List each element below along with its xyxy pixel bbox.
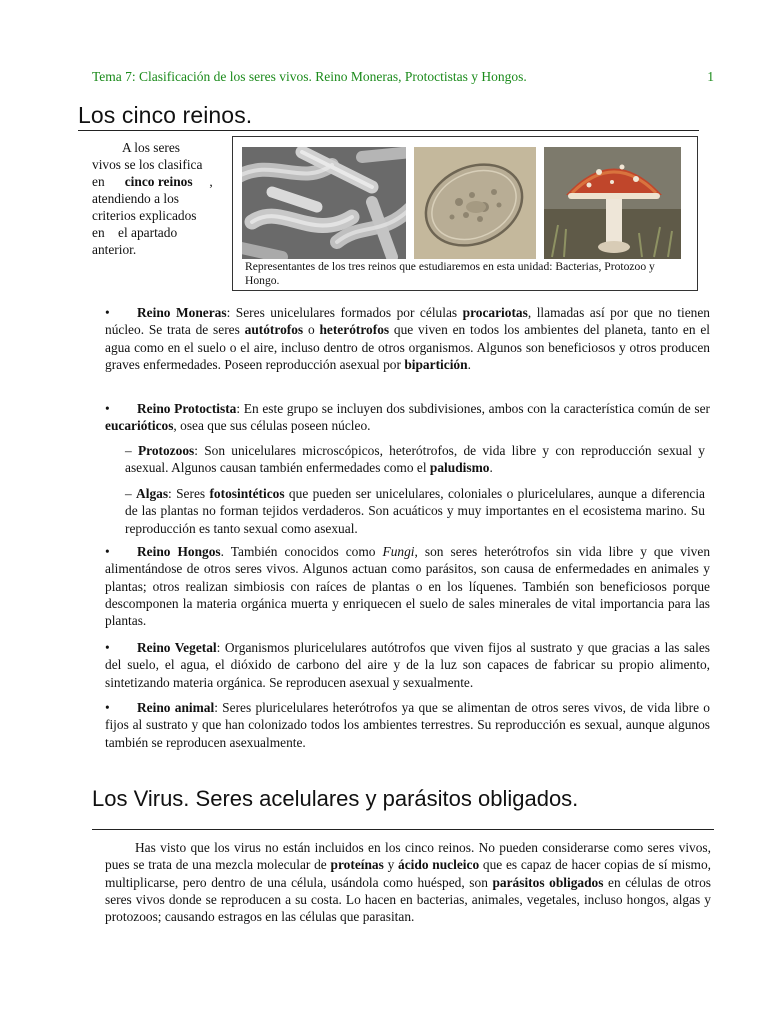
figure-box bbox=[232, 136, 698, 291]
section-heading-virus: Los Virus. Seres acelulares y parásitos obligados. bbox=[92, 786, 579, 811]
kingdom-vegetal: • Reino Vegetal: Organismos pluricelulares autótrofos que viven fijos al sustrato y que gracias a las sales del suelo, el agua, el dióxido de carbono del aire y de la luz son capaces de fabricar su propio alimento, sintetizando materia orgánica. Se reproducen asexual y sexualmente. bbox=[105, 640, 711, 690]
bullet: • bbox=[105, 544, 110, 559]
page-header bbox=[92, 69, 714, 87]
kingdom-protoctista: • Reino Protoctista: En este grupo se incluyen dos subdivisiones, ambos con la característica común de ser eucarióticos, osea que sus células poseen núcleo. bbox=[105, 401, 711, 434]
bullet: • bbox=[105, 305, 110, 320]
kingdom-animal: • Reino animal: Seres pluricelulares heterótrofos ya que se alimentan de otros seres vivos, de vida libre o fijos al sustrato y que han colonizado todos los ambientes terrestres. Su reproducción es sexual, aunque algunos también se reproducen asexualmente. bbox=[105, 700, 710, 750]
bullet: • bbox=[105, 401, 110, 416]
subdivision-protozoos: – Protozoos: Son unicelulares microscópicos, heterótrofos, de vida libre y con reproducción sexual y asexual. Algunos causan también enfermedades como el paludismo. bbox=[125, 443, 705, 476]
subdivision-algas: – Algas: Seres fotosintéticos que pueden ser unicelulares, coloniales o pluricelulares, aunque a diferencia de las plantas no forman tejidos verdaderos. Son acuáticos y muy importantes en el ecosistema marino. Su reproducción es tanto sexual como asexual. bbox=[125, 486, 706, 536]
bacteria-photo bbox=[242, 147, 406, 259]
kingdom-moneras: • Reino Moneras: Seres unicelulares formados por células procariotas, llamadas así por que no tienen núcleo. Se trata de seres autótrofos o heterótrofos que viven en todos los ambientes del planeta, tanto en el agua como en el suelo o el aire, incluso dentro de otros organismos. Algunos son beneficiosos y otros producen graves enfermedades. Poseen reproducción asexual por bipartición. bbox=[105, 305, 710, 372]
section-heading-five-kingdoms: Los cinco reinos. bbox=[78, 102, 253, 128]
heading-rule bbox=[92, 829, 714, 830]
bullet: • bbox=[105, 640, 110, 655]
header-title: Tema 7: Clasificación de los seres vivos. Reino Moneras, Protoctistas y Hongos. bbox=[92, 69, 527, 84]
kingdom-hongos: • Reino Hongos. También conocidos como Fungi, son seres heterótrofos sin vida libre y que viven alimentándose de otros seres vivos. Algunos actuan como parásitos, son causa de enfermedades en animales y plantas; otros realizan simbiosis con raíces de plantas o en los líquenes. También son beneficiosos porque descomponen la materia orgánica muerta y enriquecen el suelo de sales minerales de vital importancia para las plantas. bbox=[105, 544, 711, 629]
protozoa-photo bbox=[414, 147, 536, 259]
mushroom-photo bbox=[544, 147, 681, 259]
intro-text: A los seres vivos se los clasifica en cinco reinos , atendiendo a los criterios explicados en el apartado anterior. bbox=[92, 140, 213, 257]
virus-paragraph: Has visto que los virus no están incluidos en los cinco reinos. No pueden considerarse como seres vivos, pues se trata de una mezcla molecular de proteínas y ácido nucleico que es capaz de hacer copias de sí mismo, multiplicarse, pero dentro de una célula, usándola como huésped, son parásitos obligados en células de otros seres vivos donde se reproducen a su costa. Lo hacen en bacterias, animales, vegetales, incluso hongos, algas y protozoos; causando estragos en las células que parasitan. bbox=[105, 840, 712, 925]
heading-rule bbox=[78, 130, 699, 131]
figure-caption: Representantes de los tres reinos que estudiaremos en esta unidad: Bacterias, Protozoo y Hongo. bbox=[245, 260, 655, 287]
bold-term: cinco reinos bbox=[124, 174, 193, 189]
page-number: 1 bbox=[707, 69, 714, 84]
bullet: • bbox=[105, 700, 110, 715]
